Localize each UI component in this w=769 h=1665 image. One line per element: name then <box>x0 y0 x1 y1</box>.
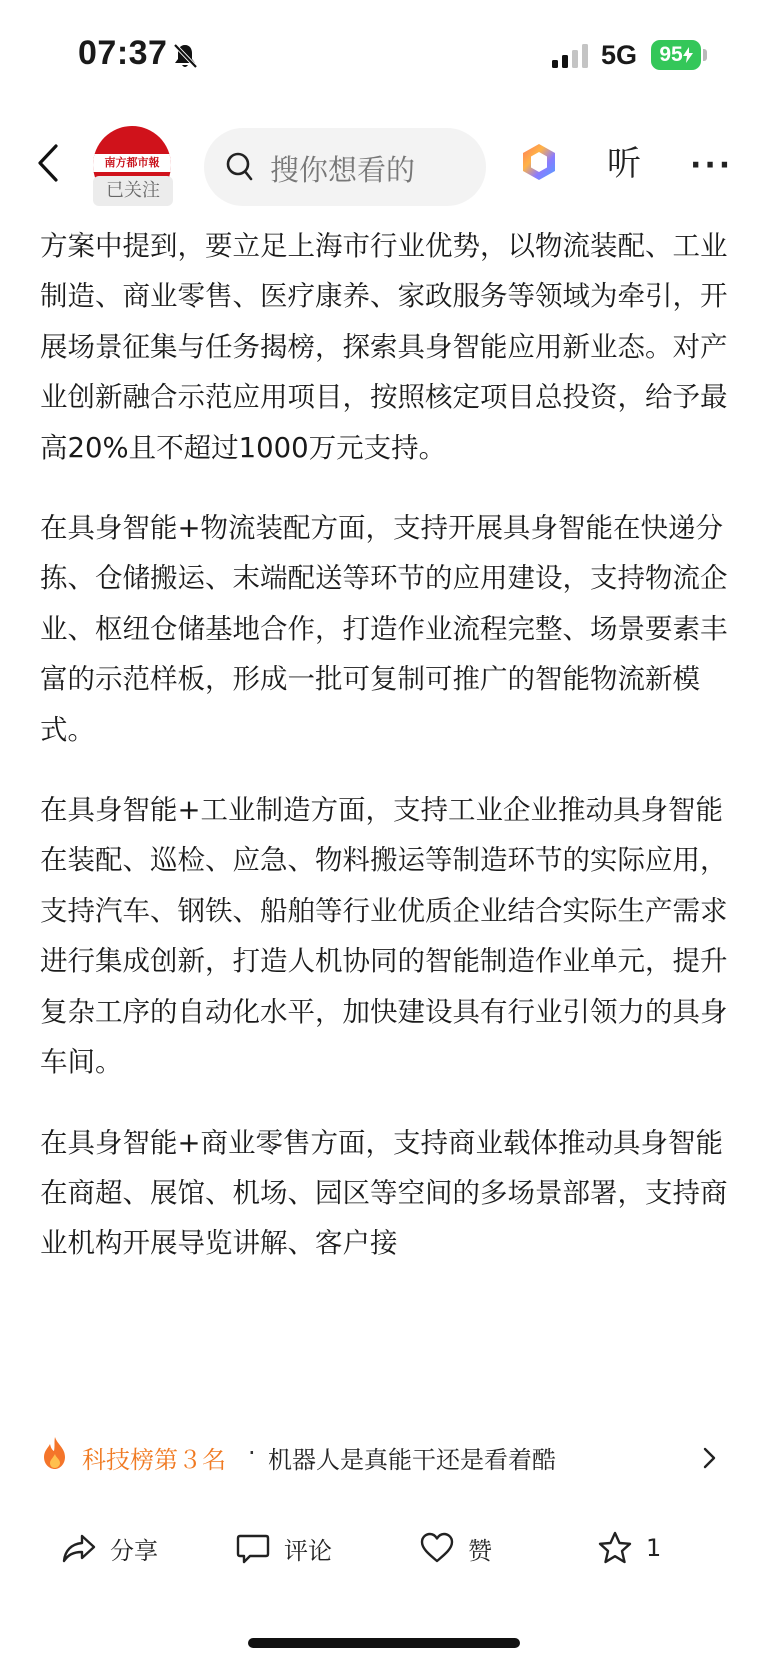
share-icon <box>62 1533 96 1563</box>
chevron-right-icon <box>702 1447 716 1473</box>
app-logo-icon[interactable] <box>519 142 559 186</box>
follow-status-badge[interactable]: 已关注 <box>93 176 173 206</box>
back-button[interactable] <box>28 138 68 188</box>
article-paragraph: 在具身智能+物流装配方面，支持开展具身智能在快递分拣、仓储搬运、末端配送等环节的应用建设，支持物流企业、枢纽仓储基地合作，打造作业流程完整、场景要素丰富的示范样板，形成一批可复制可推广的智能物流新模式。 <box>40 512 728 746</box>
bell-off-icon <box>172 42 198 74</box>
charging-bolt-icon <box>683 47 693 63</box>
article-body <box>40 221 740 1421</box>
home-indicator[interactable] <box>248 1638 520 1648</box>
share-button[interactable] <box>62 1523 158 1573</box>
more-options-button[interactable]: ··· <box>690 148 734 183</box>
nav-header <box>0 118 769 218</box>
heart-icon <box>420 1532 454 1564</box>
favorite-button[interactable] <box>598 1523 661 1573</box>
listen-button[interactable]: 听 <box>607 144 641 184</box>
ranking-bar[interactable] <box>0 1423 769 1493</box>
network-type: 5G <box>601 40 638 70</box>
ranking-separator: · <box>248 1439 256 1467</box>
bottom-action-bar <box>0 1508 769 1598</box>
comment-icon <box>236 1532 270 1564</box>
fire-icon <box>40 1436 70 1474</box>
comment-label: 评论 <box>284 1536 332 1565</box>
battery-tip <box>703 49 707 61</box>
favorite-count: 1 <box>646 1534 662 1562</box>
like-label: 赞 <box>468 1536 492 1565</box>
search-input[interactable] <box>204 128 486 206</box>
battery-level: 95 <box>659 43 683 66</box>
search-placeholder: 搜你想看的 <box>270 153 416 187</box>
star-icon <box>598 1531 632 1565</box>
status-bar <box>0 0 769 110</box>
chevron-left-icon <box>36 143 60 183</box>
article-paragraph: 方案中提到，要立足上海市行业优势，以物流装配、工业制造、商业零售、医疗康养、家政服务等领域为牵引，开展场景征集与任务揭榜，探索具身智能应用新业态。对产业创新融合示范应用项目，按照核定项目总投资，给予最高20%且不超过1000万元支持。 <box>40 230 728 464</box>
ranking-label: 科技榜第３名 <box>82 1446 226 1474</box>
article-paragraph: 在具身智能+商业零售方面，支持商业载体推动具身智能在商超、展馆、机场、园区等空间的多场景部署，支持商业机构开展导览讲解、客户接 <box>40 1126 728 1260</box>
ranking-topic-title: 机器人是真能干还是看着酷 <box>268 1446 556 1474</box>
status-time: 07:37 <box>78 34 168 72</box>
share-label: 分享 <box>110 1536 158 1565</box>
publisher-logo-text: 南方都市報 <box>93 154 171 172</box>
cellular-signal-icon <box>552 44 588 72</box>
comment-button[interactable] <box>236 1523 332 1573</box>
like-button[interactable] <box>420 1523 492 1573</box>
article-fade-overlay <box>0 1328 769 1423</box>
article-paragraph: 在具身智能+工业制造方面，支持工业企业推动具身智能在装配、巡检、应急、物料搬运等制造环节的实际应用，支持汽车、钢铁、船舶等行业优质企业结合实际生产需求进行集成创新，打造人机协同的智能制造作业单元，提升复杂工序的自动化水平，加快建设具有行业引领力的具身车间。 <box>40 794 728 1079</box>
search-icon <box>226 152 254 186</box>
battery-indicator <box>651 40 701 70</box>
